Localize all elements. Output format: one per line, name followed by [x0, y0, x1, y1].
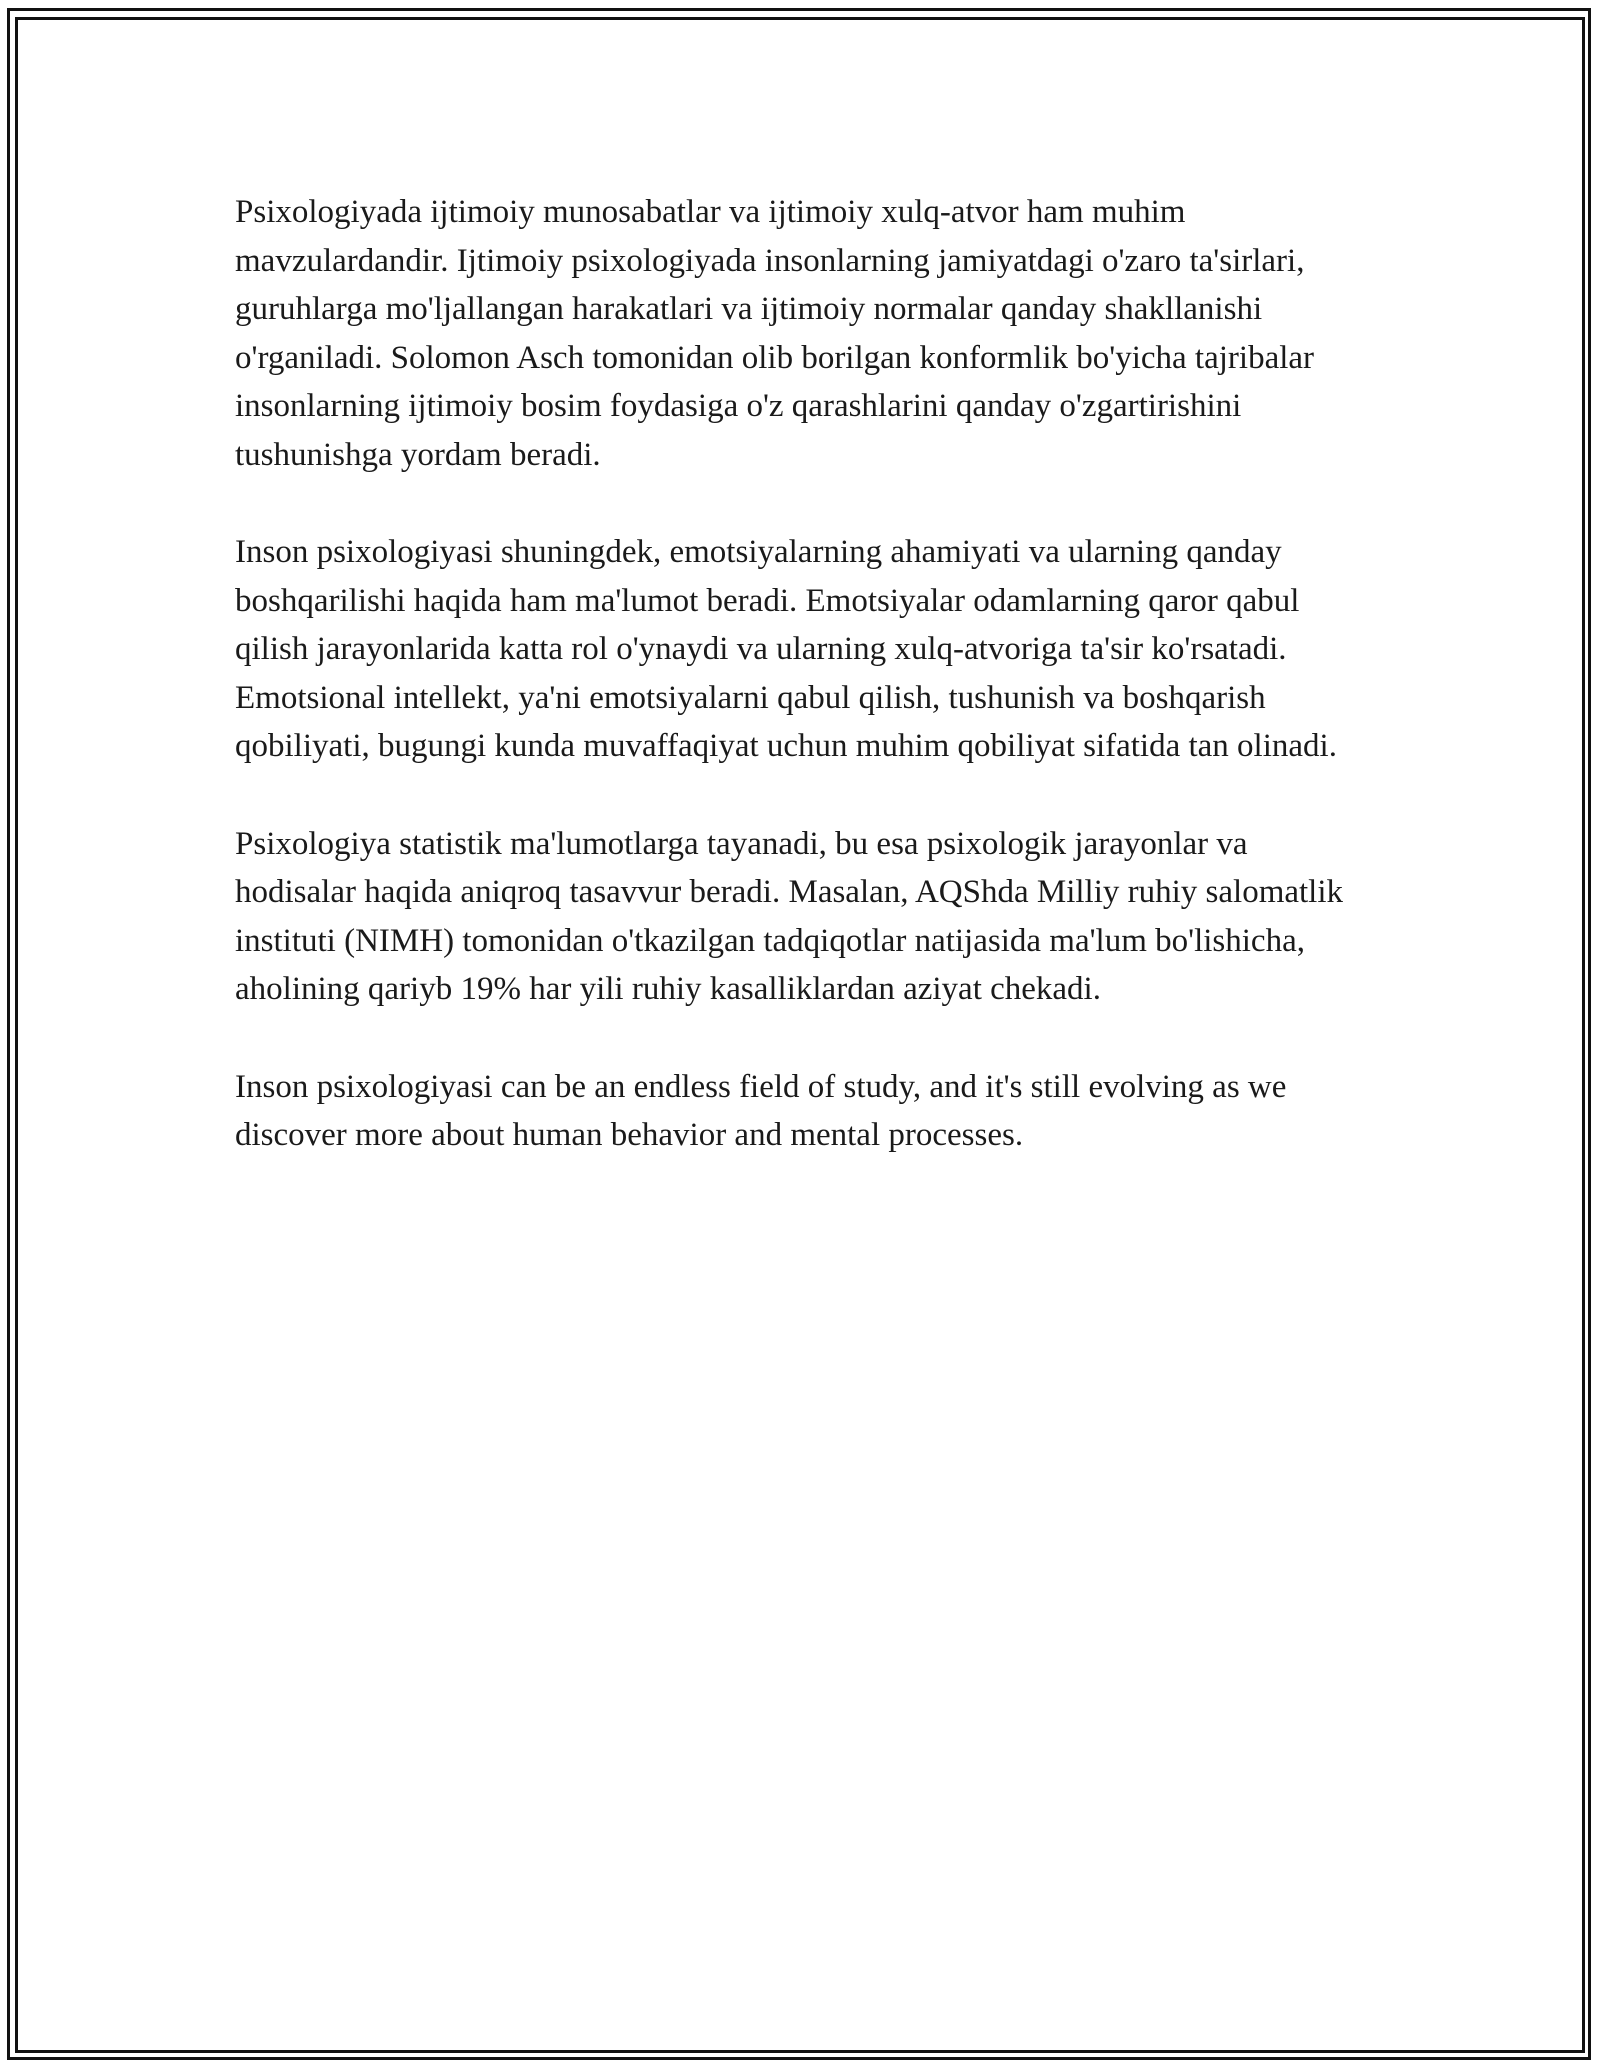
- paragraph-emotions: Inson psixologiyasi shuningdek, emotsiyalarning ahamiyati va ularning qanday boshqarilishi haqida ham ma'lumot beradi. Emotsiyalar odamlarning qaror qabul qilish jarayonlarida katta rol o'ynaydi va ularning xulq-atvoriga ta'sir ko'rsatadi. Emotsional intellekt, ya'ni emotsiyalarni qabul qilish, tushunish va boshqarish qobiliyati, bugungi kunda muvaffaqiyat uchun muhim qobiliyat sifatida tan olinadi.: [235, 534, 1337, 764]
- paragraph-statistics: Psixologiya statistik ma'lumotlarga tayanadi, bu esa psixologik jarayonlar va hodisalar haqida aniqroq tasavvur beradi. Masalan, AQShda Milliy ruhiy salomatlik instituti (NIMH) tomonidan o'tkazilgan tadqiqotlar natijasida ma'lum bo'lishicha, aholining qariyb 19% har yili ruhiy kasalliklardan aziyat chekadi.: [235, 825, 1344, 1007]
- paragraph-conclusion: Inson psixologiyasi can be an endless field of study, and it's still evolving as we discover more about human behavior and mental processes.: [235, 1068, 1287, 1153]
- paragraph-social-psychology: Psixologiyada ijtimoiy munosabatlar va ijtimoiy xulq-atvor ham muhim mavzulardandir. Ijtimoiy psixologiyada insonlarning jamiyatdagi o'zaro ta'sirlari, guruhlarga mo'ljallangan harakatlari va ijtimoiy normalar qanday shakllanishi o'rganiladi. Solomon Asch tomonidan olib borilgan konformlik bo'yicha tajribalar insonlarning ijtimoiy bosim foydasiga o'z qarashlarini qanday o'zgartirishini tushunishga yordam beradi.: [235, 194, 1315, 473]
- document-body: [235, 188, 1370, 1209]
